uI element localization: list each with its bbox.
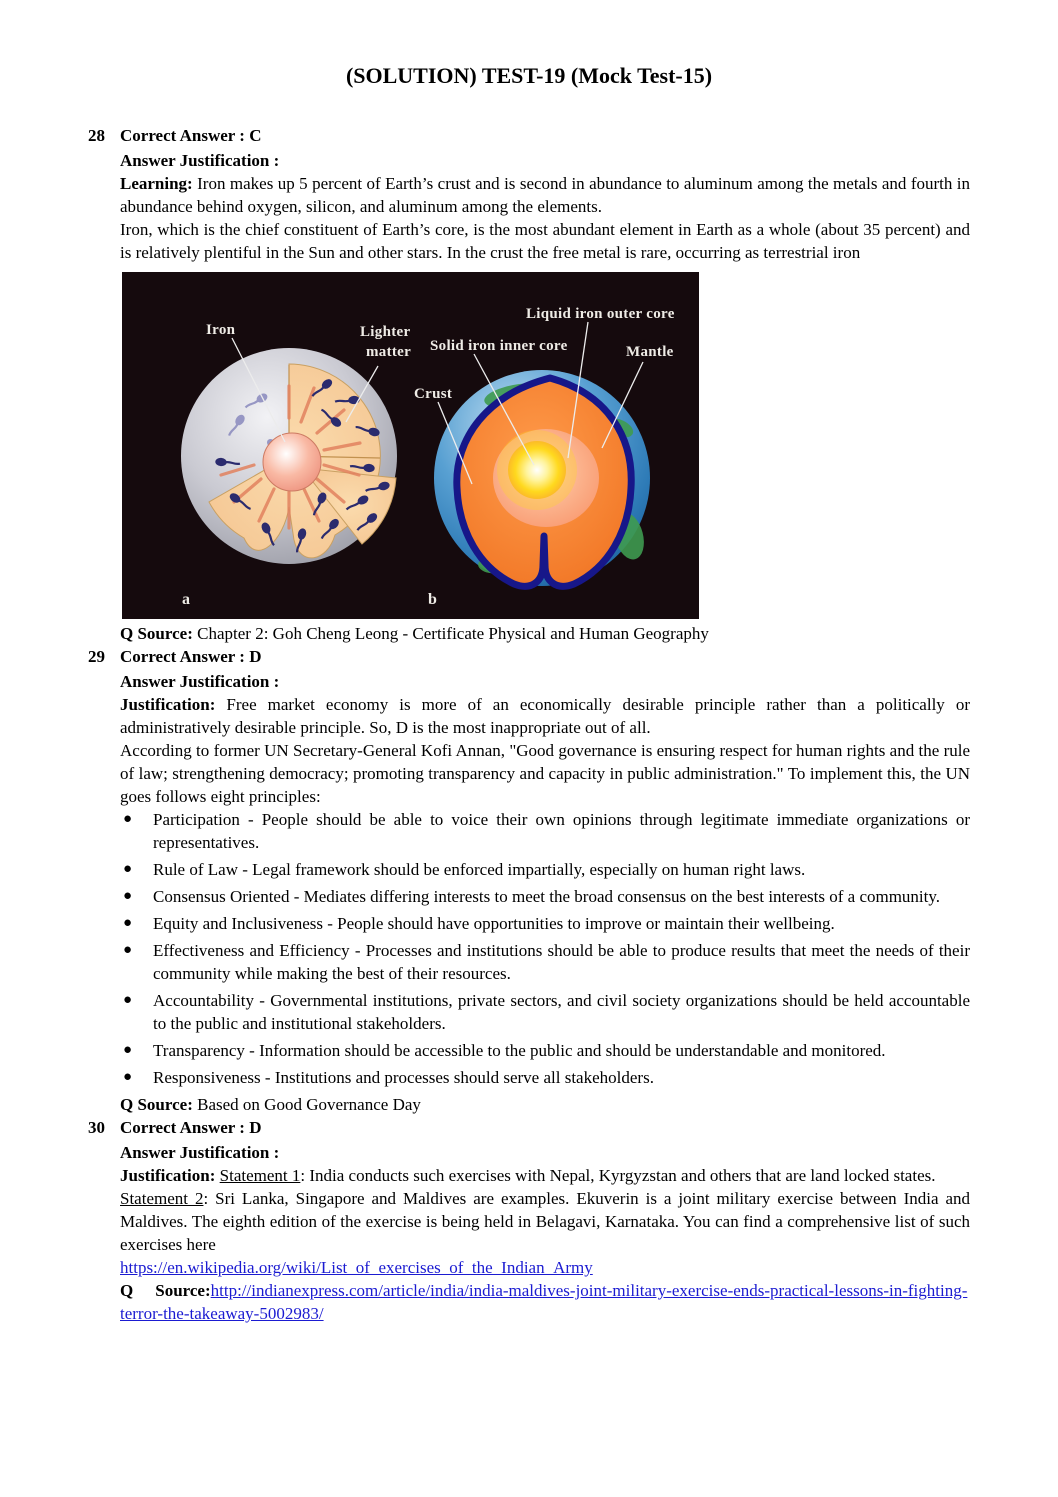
iron-paragraph: Iron, which is the chief constituent of Earth’s core, is the most abundant element in Earth as a whole (about 35 percent) and is relatively plentiful in the Sun and other stars. In the crust the free metal is rare, occurring as terrestrial iron (120, 220, 970, 262)
label-lighter-matter-line1: Lighter (360, 324, 411, 340)
governance-intro-paragraph: According to former UN Secretary-General Kofi Annan, "Good governance is ensuring respect for human rights and the rule of law; strengthening democracy; promoting transparency and capacity in public administration." To implement this, the UN goes follows eight principles: (120, 741, 970, 806)
qsource-label-30: Source: (155, 1281, 211, 1300)
question-28 (88, 124, 970, 645)
answer-justification-heading-30: Answer Justification : (120, 1143, 280, 1162)
justification-label-30: Justification: (120, 1166, 216, 1185)
qsource-28 (120, 622, 970, 645)
list-item (120, 808, 970, 854)
bullet-icon: ● (123, 1042, 133, 1058)
governance-principles-list (120, 808, 970, 1089)
iron-core-ball (263, 433, 321, 491)
bullet-icon: ● (123, 1069, 133, 1085)
statement2-paragraph (120, 1187, 970, 1256)
label-b: b (428, 591, 438, 608)
list-item-text: Consensus Oriented - Mediates differing interests to meet the broad consensus on the best interests of a community. (153, 887, 941, 906)
list-item (120, 989, 970, 1035)
list-item (120, 885, 970, 908)
justification-text-29: Free market economy is more of an economically desirable principle rather than a politically or administratively desirable principle. So, D is the most inappropriate out of all. (120, 695, 970, 737)
statement2-text: : Sri Lanka, Singapore and Maldives are examples. Ekuverin is a joint military exercise between India and Maldives. The eighth edition of the exercise is being held in Belagavi, Karnataka. You can find a comprehensive list of such exercises here (120, 1189, 971, 1254)
list-item (120, 1066, 970, 1089)
bullet-icon: ● (123, 915, 133, 931)
bullet-icon: ● (123, 811, 133, 827)
correct-answer-line-29: Correct Answer : D (120, 647, 262, 666)
bullet-icon: ● (123, 861, 133, 877)
question-number-29: 29 (88, 647, 105, 666)
list-item-text: Accountability - Governmental institutions, private sectors, and civil society organizations should be held accountable to the public and institutional stakeholders. (153, 991, 970, 1033)
inner-core (508, 441, 566, 499)
sphere-b-layered-earth (434, 370, 650, 586)
justification-paragraph-29 (120, 693, 970, 739)
label-liquid-iron-outer-core: Liquid iron outer core (526, 306, 675, 322)
label-lighter-matter-line2: matter (366, 344, 412, 360)
qsource-text-28: Chapter 2: Goh Cheng Leong - Certificate Physical and Human Geography (192, 624, 709, 643)
statement1-label: Statement 1 (219, 1166, 301, 1185)
list-item-text: Equity and Inclusiveness - People should have opportunities to improve or maintain their wellbeing. (153, 914, 835, 933)
learning-text: Iron makes up 5 percent of Earth’s crust and is second in abundance to aluminum among the metals and fourth in abundance behind oxygen, silicon, and aluminum among the elements. (120, 174, 970, 216)
bullet-icon: ● (123, 888, 133, 904)
list-item (120, 912, 970, 935)
qsource-q-30: Q (120, 1281, 134, 1300)
list-item (120, 858, 970, 881)
bullet-icon: ● (123, 942, 133, 958)
earth-core-figure-svg (122, 272, 699, 619)
qsource-label-29: Q Source: (120, 1095, 193, 1114)
answer-justification-heading-28: Answer Justification : (120, 151, 280, 170)
page-title: (SOLUTION) TEST-19 (Mock Test-15) (345, 63, 713, 88)
list-item (120, 939, 970, 985)
question-number-30: 30 (88, 1118, 105, 1137)
label-mantle: Mantle (626, 344, 674, 360)
statement1-paragraph (120, 1164, 970, 1187)
question-30 (88, 1116, 971, 1325)
label-crust: Crust (414, 386, 453, 402)
list-item-text: Transparency - Information should be accessible to the public and should be understandable and monitored. (153, 1041, 886, 1060)
qsource-29 (120, 1093, 970, 1116)
sphere-a-early-earth (181, 348, 397, 564)
wikipedia-link-line (120, 1256, 970, 1279)
label-solid-iron-inner-core: Solid iron inner core (430, 338, 568, 354)
list-item (120, 1039, 970, 1062)
learning-paragraph (120, 172, 970, 218)
qsource-30 (120, 1279, 970, 1325)
qsource-label-28: Q Source: (120, 624, 193, 643)
wikipedia-link[interactable]: https://en.wikipedia.org/wiki/List_of_exercises_of_the_Indian_Army (120, 1258, 593, 1277)
qsource-text-29: Based on Good Governance Day (192, 1095, 421, 1114)
correct-answer-line-30: Correct Answer : D (120, 1118, 262, 1137)
earth-core-figure (122, 272, 699, 619)
list-item-text: Participation - People should be able to voice their own opinions through legitimate immediate organizations or representatives. (153, 810, 970, 852)
question-29 (88, 645, 970, 1116)
answer-justification-heading-29: Answer Justification : (120, 672, 280, 691)
statement2-label: Statement 2 (120, 1189, 204, 1208)
statement1-text: : India conducts such exercises with Nepal, Kyrgyzstan and others that are land locked states. (300, 1166, 936, 1185)
question-number-28: 28 (88, 126, 105, 145)
list-item-text: Effectiveness and Efficiency - Processes and institutions should be able to produce results that meet the needs of their community while making the best of their resources. (153, 941, 970, 983)
indianexpress-link[interactable]: http://indianexpress.com/article/india/india-maldives-joint-military-exercise-ends-practical-lessons-in-fighting-terror-the-takeaway-5002983/ (120, 1281, 968, 1323)
correct-answer-line-28: Correct Answer : C (120, 126, 262, 145)
list-item-text: Responsiveness - Institutions and processes should serve all stakeholders. (153, 1068, 654, 1087)
label-a: a (182, 591, 191, 608)
bullet-icon: ● (123, 992, 133, 1008)
label-iron: Iron (206, 322, 236, 338)
list-item-text: Rule of Law - Legal framework should be enforced impartially, especially on human right laws. (153, 860, 806, 879)
learning-label: Learning: (120, 174, 193, 193)
justification-label-29: Justification: (120, 695, 216, 714)
